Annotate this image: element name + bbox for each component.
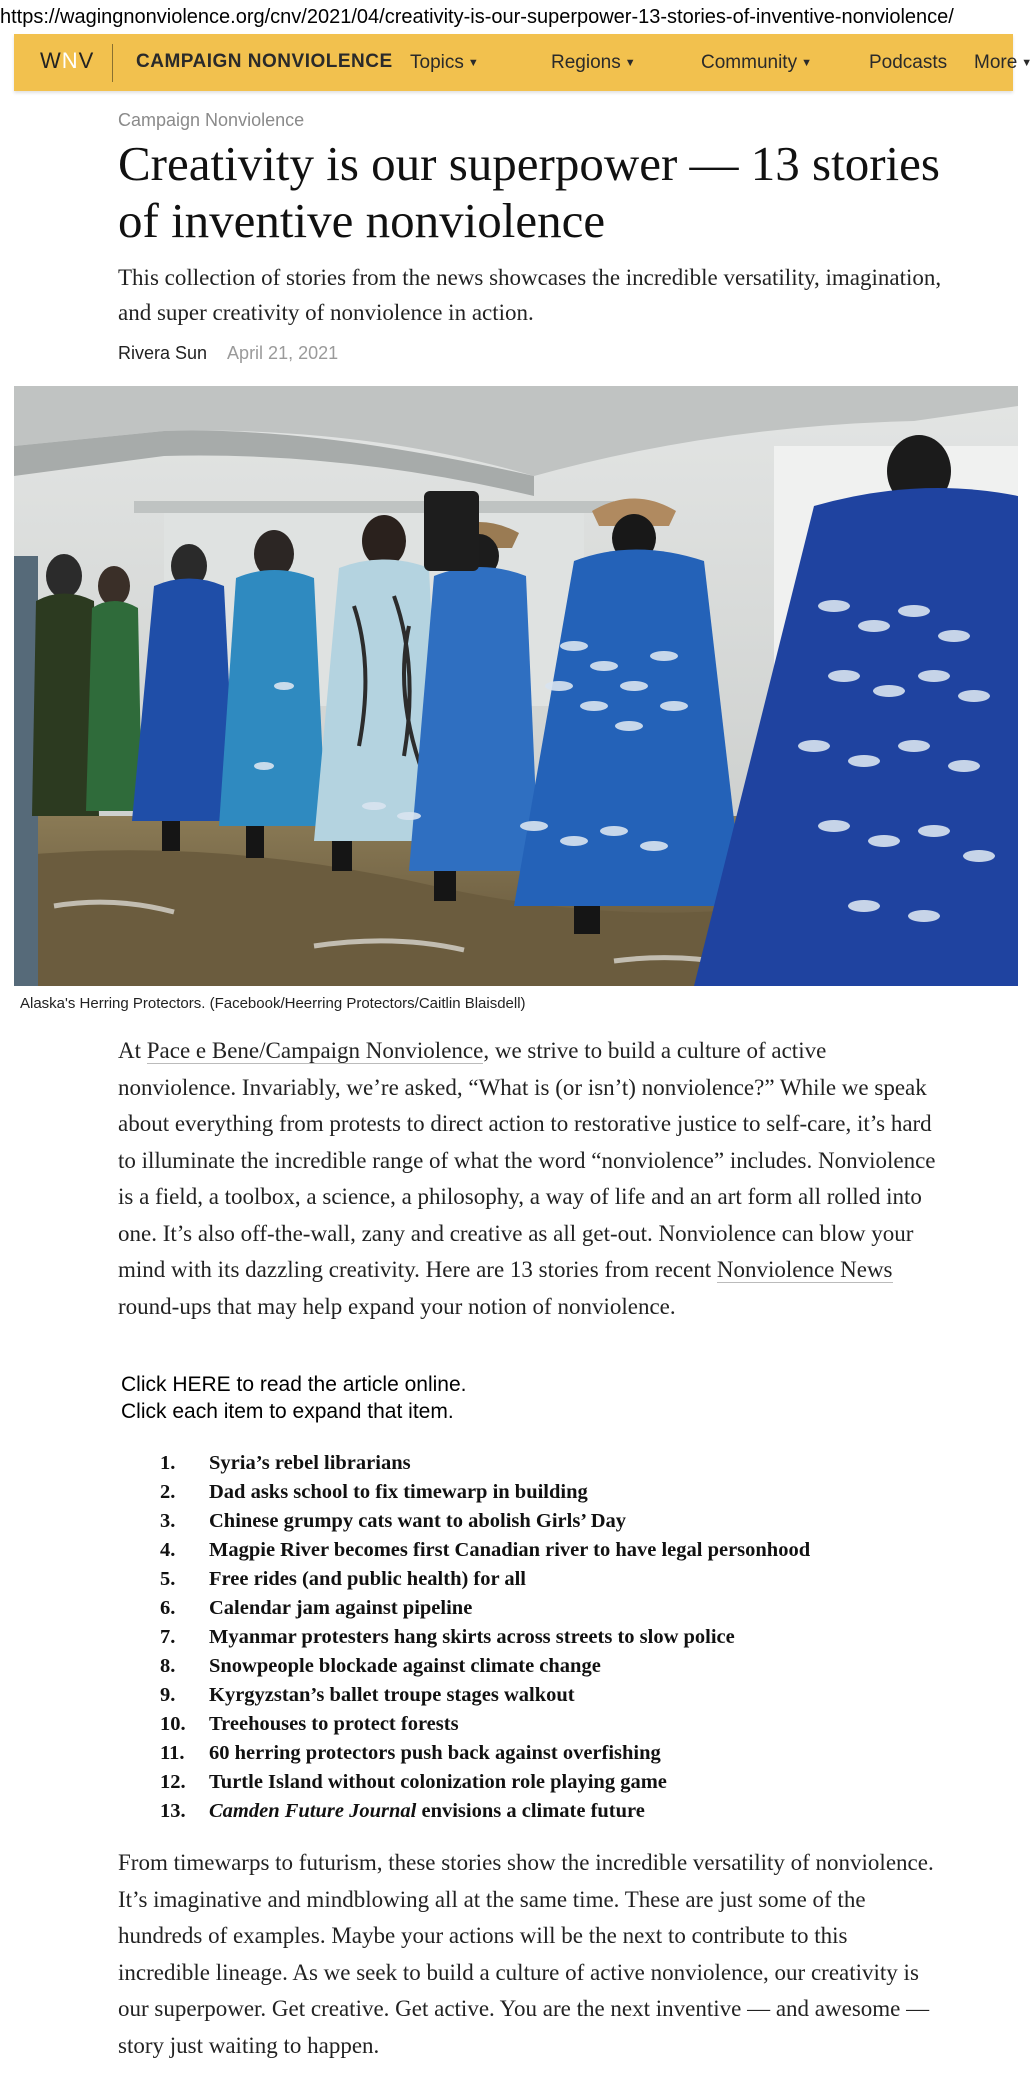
author-link[interactable]: Rivera Sun: [118, 343, 208, 363]
byline: [118, 343, 338, 364]
list-item[interactable]: 1. Syria’s rebel librarians: [160, 1452, 411, 1474]
site-logo[interactable]: WNV: [40, 48, 95, 73]
nav-regions[interactable]: Regions ▼: [551, 52, 636, 73]
nav-divider: [112, 44, 113, 82]
nav-podcasts[interactable]: Podcasts: [869, 52, 948, 73]
list-item[interactable]: 10. Treehouses to protect forests: [160, 1713, 459, 1735]
read-online-link[interactable]: Click HERE to read the article online.: [121, 1373, 467, 1396]
caret-down-icon: ▼: [624, 56, 636, 69]
list-item[interactable]: 5. Free rides (and public health) for all: [160, 1568, 526, 1590]
caret-down-icon: ▼: [1021, 56, 1032, 69]
list-item[interactable]: 3. Chinese grumpy cats want to abolish Girls’ Day: [160, 1510, 627, 1532]
list-item[interactable]: 9. Kyrgyzstan’s ballet troupe stages walkout: [160, 1684, 575, 1706]
list-item[interactable]: 12. Turtle Island without colonization role playing game: [160, 1771, 667, 1793]
photo-caption: Alaska's Herring Protectors. (Facebook/Heerring Protectors/Caitlin Blaisdell): [20, 995, 526, 1012]
closing-paragraph: From timewarps to futurism, these stories show the incredible versatility of nonviolence. It’s imaginative and mindblowing all at the same time. These are just some of the hundreds of examples. Maybe your actions will be the next to contribute to this incredible lineage. As we seek to build a culture of active nonviolence, our creativity is our superpower. Get creative. Get active. You are the next inventive — and awesome — story just waiting to happen.: [118, 1850, 934, 2058]
list-item[interactable]: 7. Myanmar protesters hang skirts across streets to slow police: [160, 1626, 735, 1648]
nav-community[interactable]: Community ▼: [701, 52, 812, 73]
publish-date: April 21, 2021: [227, 343, 339, 363]
list-item[interactable]: 11. 60 herring protectors push back against overfishing: [160, 1742, 661, 1764]
nonviolence-news-link[interactable]: Nonviolence News: [716, 1257, 893, 1282]
address-bar-url[interactable]: https://wagingnonviolence.org/cnv/2021/04/creativity-is-our-superpower-13-stories-of-inventive-nonviolence/: [0, 6, 954, 28]
site-navbar: [14, 34, 1032, 91]
article-title: Creativity is our superpower — 13 stories of inventive nonviolence: [118, 136, 940, 248]
article-dek: This collection of stories from the news showcases the incredible versatility, imagination, and super creativity of nonviolence in action.: [118, 265, 942, 325]
pace-e-bene-link[interactable]: Pace e Bene/Campaign Nonviolence: [146, 1038, 484, 1063]
list-item[interactable]: 4. Magpie River becomes first Canadian river to have legal personhood: [160, 1539, 811, 1561]
list-item[interactable]: 8. Snowpeople blockade against climate change: [160, 1655, 601, 1677]
stories-list: [160, 1449, 810, 1826]
brand-link[interactable]: CAMPAIGN NONVIOLENCE: [136, 51, 393, 72]
nav-more[interactable]: More ▼: [974, 52, 1032, 73]
caret-down-icon: ▼: [801, 56, 812, 69]
nav-topics[interactable]: Topics ▼: [410, 52, 479, 73]
intro-paragraph: At Pace e Bene/Campaign Nonviolence, we strive to build a culture of active nonviolence. Invariably, we’re asked, “What is (or isn’t) nonviolence?” While we speak about everything from protests to direct action to restorative justice to self-care, it’s hard to illuminate the incredible range of what the word “nonviolence” includes. Nonviolence is a field, a toolbox, a science, a philosophy, a way of life and an art form all rolled into one. It’s also off-the-wall, zany and creative as all get-out. Nonviolence can blow your mind with its dazzling creativity. Here are 13 stories from recent Nonviolence News round-ups that may help expand your notion of nonviolence.: [118, 1038, 936, 1319]
herring-protectors-illustration: [14, 386, 1018, 986]
list-item[interactable]: 6. Calendar jam against pipeline: [160, 1597, 473, 1619]
category-link[interactable]: Campaign Nonviolence: [118, 110, 305, 130]
caret-down-icon: ▼: [467, 56, 479, 69]
expand-instruction: Click each item to expand that item.: [121, 1400, 454, 1423]
list-item[interactable]: 13. Camden Future Journal envisions a climate future: [160, 1800, 645, 1822]
hero-photo: [14, 386, 1018, 986]
list-item[interactable]: 2. Dad asks school to fix timewarp in building: [160, 1481, 588, 1503]
